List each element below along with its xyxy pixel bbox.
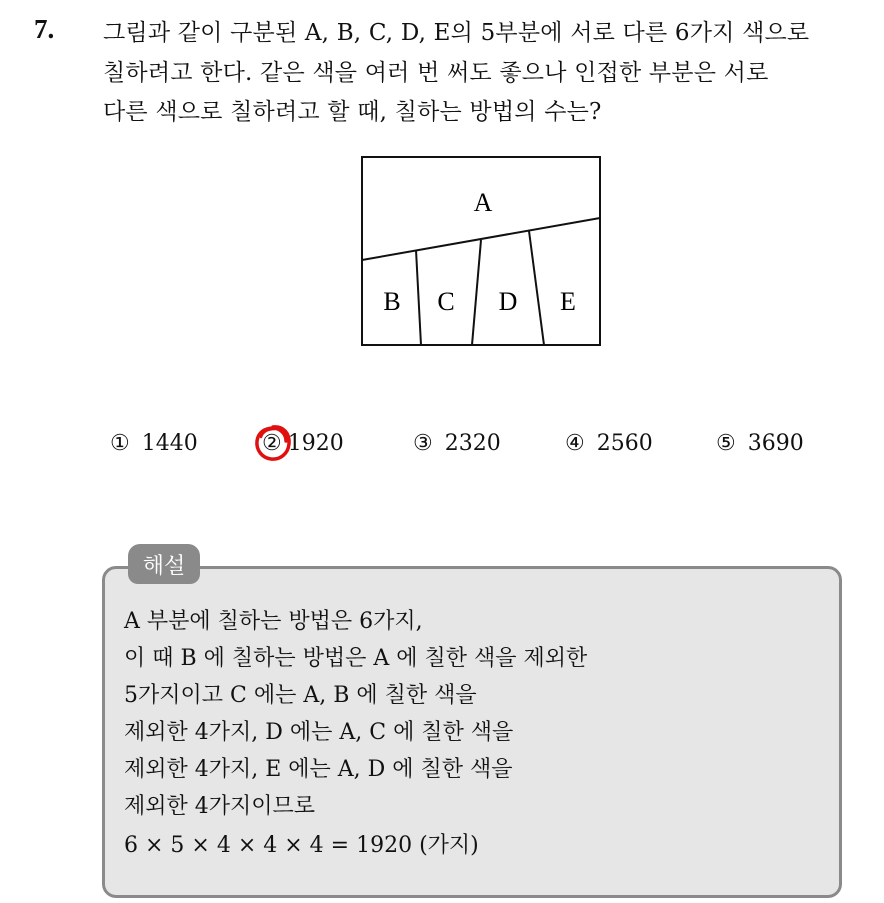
choice-5-value: 3690 bbox=[747, 431, 804, 456]
question-number: 7. bbox=[34, 14, 55, 44]
solution-line-5: 제외한 4가지, E 에는 A, D 에 칠한 색을 bbox=[124, 757, 513, 782]
choice-5-mark: ⑤ bbox=[716, 431, 736, 456]
solution-line-6: 제외한 4가지이므로 bbox=[124, 794, 316, 819]
region-label-d: D bbox=[498, 287, 518, 316]
solution-equation: 6 × 5 × 4 × 4 × 4 = 1920 (가지) bbox=[124, 833, 479, 858]
choice-3-value: 2320 bbox=[444, 431, 501, 456]
solution-line-1: A 부분에 칠하는 방법은 6가지, bbox=[124, 609, 423, 634]
region-label-e: E bbox=[560, 287, 576, 316]
choice-3-mark: ③ bbox=[413, 431, 433, 456]
question-text-line-2: 칠하려고 한다. 같은 색을 여러 번 써도 좋으나 인접한 부분은 서로 bbox=[103, 60, 769, 86]
solution-line-2: 이 때 B 에 칠하는 방법은 A 에 칠한 색을 제외한 bbox=[124, 646, 588, 671]
region-diagram-svg bbox=[361, 156, 601, 346]
solution-tab: 해설 bbox=[128, 544, 200, 584]
choice-5[interactable] bbox=[716, 431, 804, 456]
choice-4-mark: ④ bbox=[565, 431, 585, 456]
choice-1-value: 1440 bbox=[141, 431, 198, 456]
solution-line-4: 제외한 4가지, D 에는 A, C 에 칠한 색을 bbox=[124, 720, 514, 745]
choice-4-value: 2560 bbox=[596, 431, 653, 456]
choice-2-mark: ② bbox=[262, 431, 282, 456]
answer-choices bbox=[110, 431, 830, 465]
choice-2-value: 1920 bbox=[287, 431, 344, 456]
choice-1[interactable] bbox=[110, 431, 198, 456]
solution-line-3: 5가지이고 C 에는 A, B 에 칠한 색을 bbox=[124, 683, 477, 708]
region-diagram bbox=[361, 156, 601, 346]
region-label-a: A bbox=[473, 188, 493, 217]
choice-3[interactable] bbox=[413, 431, 501, 456]
region-label-b: B bbox=[383, 287, 401, 316]
question-text-line-1: 그림과 같이 구분된 A, B, C, D, E의 5부분에 서로 다른 6가지 색으로 bbox=[103, 20, 810, 46]
question-text-line-3: 다른 색으로 칠하려고 할 때, 칠하는 방법의 수는? bbox=[103, 99, 602, 125]
selected-answer-circle-icon bbox=[253, 423, 293, 463]
choice-1-mark: ① bbox=[110, 431, 130, 456]
choice-4[interactable] bbox=[565, 431, 653, 456]
region-label-c: C bbox=[437, 287, 455, 316]
